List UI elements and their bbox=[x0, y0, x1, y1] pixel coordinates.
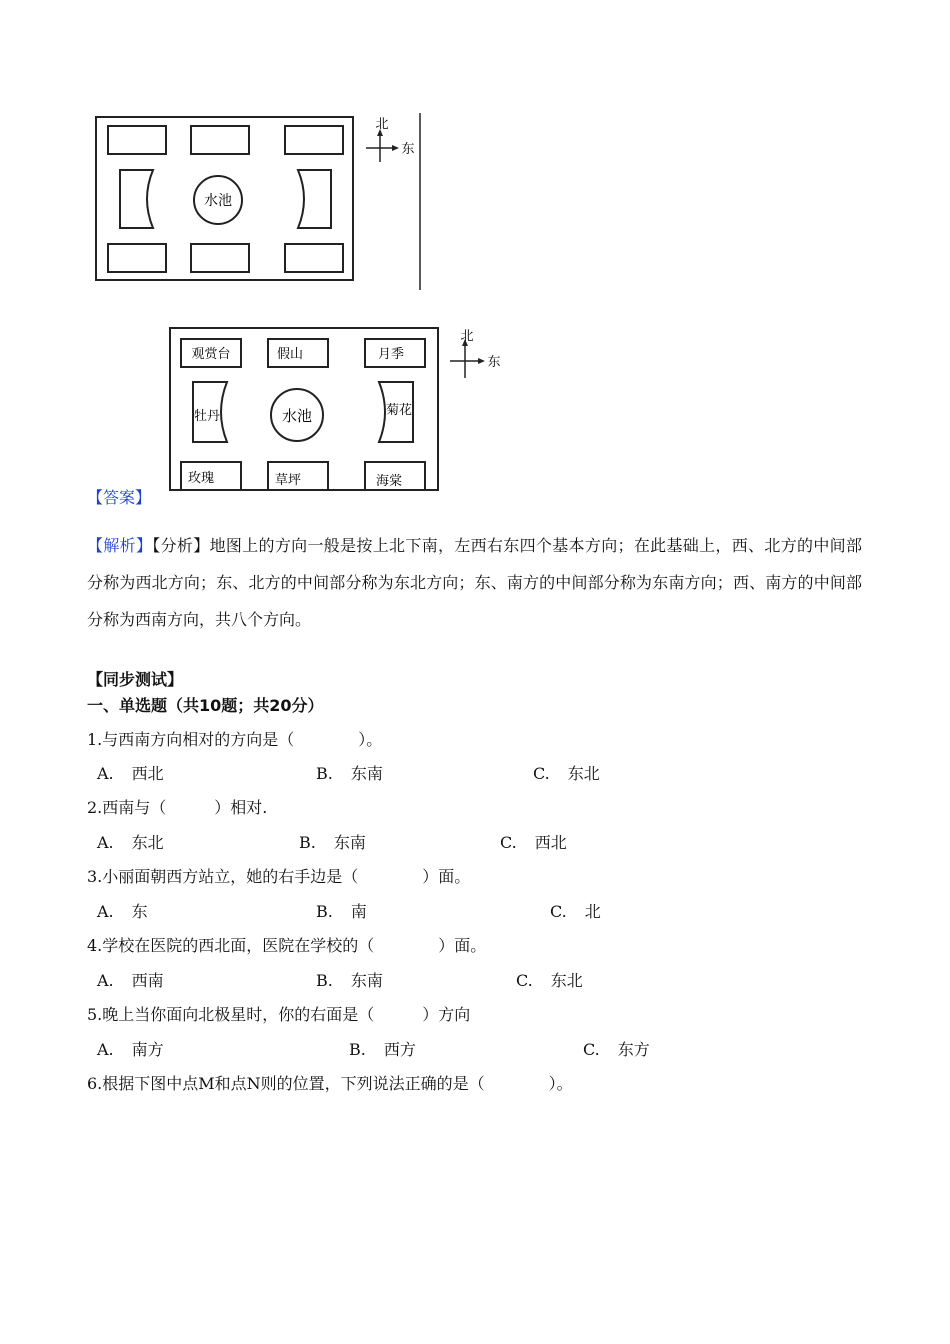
analysis-lead: 【分析】 bbox=[152, 536, 210, 555]
plot-s bbox=[191, 244, 249, 272]
plot-e bbox=[298, 170, 331, 228]
compass-east: 东 bbox=[487, 355, 501, 370]
compass-icon bbox=[450, 329, 501, 378]
q2-option-b[interactable]: B. 东南 bbox=[299, 833, 366, 852]
analysis-text: 地图上的方向一般是按上北下南，左西右东四个基本方向；在此基础上，西、北方的中间部分称为西北方向；东、北方的中间部分称为东北方向；东、南方的中间部分称为东南方向；西、南方的中间部分称为西南方向，共八个方向。 bbox=[87, 536, 862, 629]
question-2-stem: 2.西南与（ ）相对. bbox=[87, 798, 268, 817]
q3-option-a[interactable]: A. 东 bbox=[97, 902, 148, 921]
section-title: 【同步测试】 bbox=[87, 670, 184, 689]
analysis-paragraph bbox=[87, 527, 862, 638]
compass-north: 北 bbox=[460, 329, 474, 344]
question-1-stem: 1.与西南方向相对的方向是（ ）。 bbox=[87, 730, 383, 749]
q1-option-b[interactable]: B. 东南 bbox=[316, 764, 383, 783]
question-3-stem: 3.小丽面朝西方站立，她的右手边是（ ）面。 bbox=[87, 867, 471, 886]
label-rose-china: 月季 bbox=[377, 347, 405, 362]
label-rockery: 假山 bbox=[276, 347, 304, 362]
q4-option-a[interactable]: A. 西南 bbox=[97, 971, 164, 990]
q4-option-b[interactable]: B. 东南 bbox=[316, 971, 383, 990]
question-6-stem: 6.根据下图中点M和点N则的位置，下列说法正确的是（ ）。 bbox=[87, 1074, 573, 1093]
plot-ne bbox=[285, 126, 343, 154]
q3-option-b[interactable]: B. 南 bbox=[316, 902, 367, 921]
q2-option-c[interactable]: C. 西北 bbox=[500, 833, 567, 852]
q5-option-a[interactable]: A. 南方 bbox=[97, 1040, 164, 1059]
label-peony: 牡丹 bbox=[193, 409, 221, 424]
label-rose: 玫瑰 bbox=[187, 471, 215, 486]
compass-icon bbox=[366, 117, 415, 162]
q1-option-a[interactable]: A. 西北 bbox=[97, 764, 164, 783]
question-5-stem: 5.晚上当你面向北极星时，你的右面是（ ）方向 bbox=[87, 1005, 471, 1024]
label-viewing-platform: 观赏台 bbox=[191, 347, 231, 362]
compass-north: 北 bbox=[375, 117, 389, 132]
q3-option-c[interactable]: C. 北 bbox=[550, 902, 601, 921]
q2-option-a[interactable]: A. 东北 bbox=[97, 833, 164, 852]
plot-n bbox=[191, 126, 249, 154]
plot-w bbox=[120, 170, 153, 228]
pool-label: 水池 bbox=[281, 407, 313, 425]
compass-east: 东 bbox=[401, 142, 415, 157]
q1-option-c[interactable]: C. 东北 bbox=[533, 764, 600, 783]
label-crabapple: 海棠 bbox=[375, 474, 403, 489]
plot-se bbox=[285, 244, 343, 272]
q5-option-b[interactable]: B. 西方 bbox=[349, 1040, 416, 1059]
plot-nw bbox=[108, 126, 166, 154]
plot-sw bbox=[108, 244, 166, 272]
label-lawn: 草坪 bbox=[274, 473, 302, 488]
q5-option-c[interactable]: C. 东方 bbox=[583, 1040, 650, 1059]
question-4-stem: 4.学校在医院的西北面，医院在学校的（ ）面。 bbox=[87, 936, 487, 955]
answer-map-figure bbox=[0, 315, 950, 505]
analysis-label: 【解析】 bbox=[87, 536, 153, 555]
section-heading: 一、单选题（共10题；共20分） bbox=[87, 696, 324, 715]
pool-label: 水池 bbox=[204, 193, 232, 209]
q4-option-c[interactable]: C. 东北 bbox=[516, 971, 583, 990]
answer-label: 【答案】 bbox=[87, 488, 152, 507]
blank-map-figure bbox=[0, 0, 950, 300]
label-chrysanthemum: 菊花 bbox=[385, 403, 413, 418]
